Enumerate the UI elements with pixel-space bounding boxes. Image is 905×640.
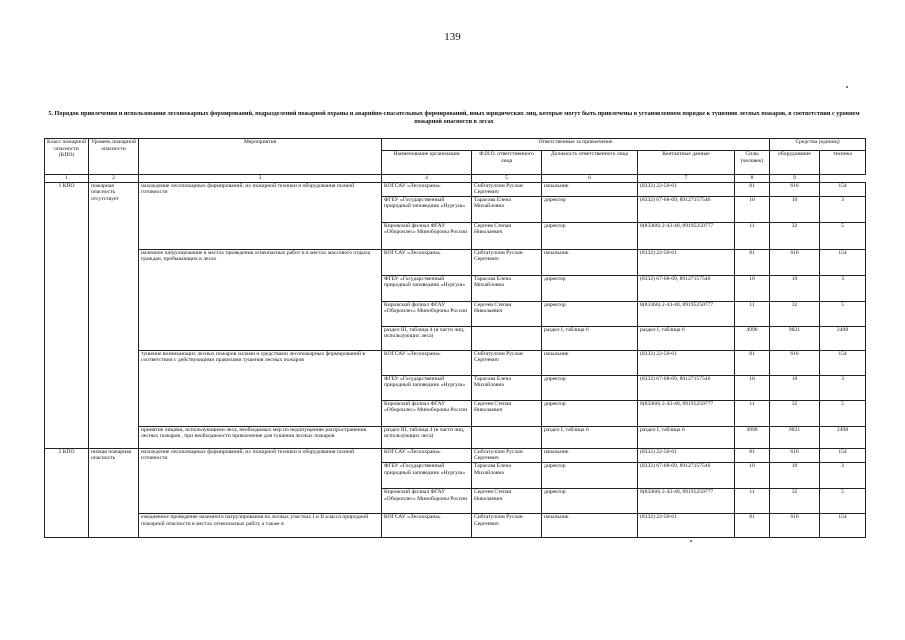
cell-equipment: 9821 — [770, 426, 820, 448]
cell-fio — [472, 426, 542, 448]
cell-fio: Сибгатуллин Руслан Сергеевич — [472, 249, 542, 275]
cell-forces: 4990 — [735, 426, 770, 448]
cell-position: директор — [542, 488, 638, 513]
cell-forces: 11 — [735, 488, 770, 513]
cell-machinery: 2498 — [820, 326, 866, 350]
cell-machinery: 154 — [820, 350, 866, 375]
cell-machinery: 2498 — [820, 426, 866, 448]
col-number: 4 — [382, 175, 472, 183]
cell-org: ФГБУ «Государственный природный заповедник «Нургуш» — [382, 462, 472, 488]
header-means: Средства (единиц) — [770, 139, 866, 151]
cell-fio: Сергеев Степан Николаевич — [472, 301, 542, 326]
cell-fio: Сибгатуллин Руслан Сергеевич — [472, 513, 542, 537]
cell-contacts: раздел I, таблица 6 — [638, 426, 735, 448]
cell-position: раздел I, таблица 6 — [542, 426, 638, 448]
cell-machinery: 3 — [820, 462, 866, 488]
cell-equipment: 9821 — [770, 326, 820, 350]
cell-org: ФГБУ «Государственный природный заповедник «Нургуш» — [382, 196, 472, 222]
cell-equipment: 10 — [770, 375, 820, 400]
cell-contacts: раздел I, таблица 6 — [638, 326, 735, 350]
cell-contacts: (8332) 22-50-61 — [638, 513, 735, 537]
cell-measure: тушение возникающих лесных пожаров силами и средствами лесопожарных формирований в соответствии с действующими правилами тушения лесных пожаров — [139, 350, 382, 426]
cell-contacts: (8332) 67-68-69, 89127157546 — [638, 196, 735, 222]
cell-contacts: (8332) 22-50-61 — [638, 182, 735, 196]
cell-equipment: 32 — [770, 400, 820, 426]
cell-fio — [472, 326, 542, 350]
table-row — [45, 426, 866, 448]
cell-measure: ежедневное проведение наземного патрулирования на лесных участках I и II класса природной пожарной опасности в местах огнеопасных работ, а также в — [139, 513, 382, 537]
header-contacts: Контактные данные — [638, 151, 735, 175]
cell-org: Кировский филиал ФГАУ «Оборонлес» Минобороны России — [382, 400, 472, 426]
cell-machinery: 3 — [820, 375, 866, 400]
cell-position: директор — [542, 301, 638, 326]
col-number: 8 — [735, 175, 770, 183]
header-machinery: техника — [820, 151, 866, 175]
cell-forces: 11 — [735, 400, 770, 426]
cell-org: ФГБУ «Государственный природный заповедник «Нургуш» — [382, 375, 472, 400]
cell-contacts: 8(83366) 2-43-40, 89195250777 — [638, 301, 735, 326]
scan-speck — [846, 86, 848, 88]
table-row — [45, 249, 866, 275]
cell-kpo: 1 КПО — [45, 182, 89, 448]
header-fio: Ф.И.О. ответственного лица — [472, 151, 542, 175]
cell-fio: Сибгатуллин Руслан Сергеевич — [472, 182, 542, 196]
cell-position: директор — [542, 222, 638, 249]
cell-level: пожарная опасность отсутствует — [89, 182, 139, 448]
cell-forces: 81 — [735, 182, 770, 196]
cell-fio: Сибгатуллин Руслан Сергеевич — [472, 448, 542, 462]
cell-org: раздел III, таблица 4 (в части лиц, использующих леса) — [382, 326, 472, 350]
fire-response-table — [44, 138, 866, 538]
cell-position: директор — [542, 275, 638, 301]
cell-machinery: 3 — [820, 196, 866, 222]
cell-position: директор — [542, 375, 638, 400]
cell-org: Кировский филиал ФГАУ «Оборонлес» Минобороны России — [382, 488, 472, 513]
section-heading: 5. Порядок привлечения и использования лесопожарных формирований, подразделений пожарной охраны и аварийно-спасательных формирований, иных юридических лиц, которые могут быть привлечены в установленном порядке к тушению лесных пожаров, в соответствии с уровнем пожарной опасности в лесах — [48, 110, 860, 125]
cell-measure: наземное патрулирование в местах проведения огнеопасных работ и в местах массового отдыха граждан, пребывающих в лесах — [139, 249, 382, 350]
cell-machinery: 5 — [820, 488, 866, 513]
cell-contacts: 8(83366) 2-43-40, 89195250777 — [638, 222, 735, 249]
cell-machinery: 5 — [820, 400, 866, 426]
header-responsible: Ответственные за привлечение — [382, 139, 770, 151]
cell-org: КОГСАУ «Лесоохрана» — [382, 350, 472, 375]
table-row — [45, 182, 866, 196]
header-forces: Силы (человек) — [735, 151, 770, 175]
cell-position: начальник — [542, 448, 638, 462]
cell-position: начальник — [542, 249, 638, 275]
cell-measure: нахождение лесопожарных формирований, их пожарной техники и оборудования полной готовности — [139, 182, 382, 249]
col-number: 3 — [139, 175, 382, 183]
cell-contacts: (8332) 22-50-61 — [638, 448, 735, 462]
cell-forces: 81 — [735, 513, 770, 537]
cell-fio: Тарасова Елена Михайловна — [472, 275, 542, 301]
cell-machinery: 154 — [820, 513, 866, 537]
col-number: 7 — [638, 175, 735, 183]
cell-org: Кировский филиал ФГАУ «Оборонлес» Минобороны России — [382, 301, 472, 326]
cell-org: Кировский филиал ФГАУ «Оборонлес» Минобороны России — [382, 222, 472, 249]
cell-position: директор — [542, 400, 638, 426]
cell-forces: 10 — [735, 462, 770, 488]
cell-measure: нахождение лесопожарных формирований, их пожарной техники и оборудования полной готовности — [139, 448, 382, 513]
cell-equipment: 32 — [770, 488, 820, 513]
cell-fio: Сибгатуллин Руслан Сергеевич — [472, 350, 542, 375]
col-number: 1 — [45, 175, 89, 183]
cell-forces: 81 — [735, 448, 770, 462]
table-row — [45, 448, 866, 462]
cell-forces: 10 — [735, 196, 770, 222]
cell-contacts: 8(83366) 2-43-40, 89195250777 — [638, 488, 735, 513]
cell-forces: 81 — [735, 249, 770, 275]
cell-equipment: 10 — [770, 196, 820, 222]
cell-machinery: 154 — [820, 182, 866, 196]
cell-org: КОГСАУ «Лесоохрана» — [382, 182, 472, 196]
cell-machinery: 3 — [820, 275, 866, 301]
cell-equipment: 616 — [770, 350, 820, 375]
cell-equipment: 10 — [770, 275, 820, 301]
cell-forces: 10 — [735, 275, 770, 301]
cell-org: раздел III, таблица 4 (в части лиц, использующих леса) — [382, 426, 472, 448]
cell-position: директор — [542, 196, 638, 222]
cell-forces: 11 — [735, 222, 770, 249]
header-org: Наименование организации — [382, 151, 472, 175]
header-measures: Мероприятия — [139, 139, 382, 175]
col-number: 6 — [542, 175, 638, 183]
cell-position: раздел I, таблица 6 — [542, 326, 638, 350]
cell-position: начальник — [542, 513, 638, 537]
col-number: 9 — [770, 175, 820, 183]
cell-forces: 81 — [735, 350, 770, 375]
cell-equipment: 616 — [770, 182, 820, 196]
cell-org: КОГСАУ «Лесоохрана» — [382, 249, 472, 275]
cell-forces: 11 — [735, 301, 770, 326]
cell-fio: Сергеев Степан Николаевич — [472, 400, 542, 426]
header-position: Должность ответственного лица — [542, 151, 638, 175]
cell-machinery: 5 — [820, 301, 866, 326]
cell-machinery: 5 — [820, 222, 866, 249]
cell-kpo: 2 КПО — [45, 448, 89, 537]
table-row — [45, 350, 866, 375]
col-number: 5 — [472, 175, 542, 183]
cell-position: начальник — [542, 182, 638, 196]
cell-forces: 4990 — [735, 326, 770, 350]
cell-fio: Сергеев Степан Николаевич — [472, 488, 542, 513]
cell-contacts: (8332) 22-50-61 — [638, 249, 735, 275]
cell-equipment: 32 — [770, 222, 820, 249]
cell-org: КОГСАУ «Лесоохрана» — [382, 448, 472, 462]
cell-contacts: (8332) 67-68-69, 89127157546 — [638, 462, 735, 488]
cell-forces: 10 — [735, 375, 770, 400]
table-row — [45, 513, 866, 537]
header-equipment: оборудование — [770, 151, 820, 175]
cell-contacts: (8332) 67-68-69, 89127157546 — [638, 275, 735, 301]
cell-position: директор — [542, 462, 638, 488]
cell-fio: Тарасова Елена Михайловна — [472, 462, 542, 488]
cell-fio: Тарасова Елена Михайловна — [472, 375, 542, 400]
cell-fio: Сергеев Степан Николаевич — [472, 222, 542, 249]
cell-position: начальник — [542, 350, 638, 375]
cell-org: КОГСАУ «Лесоохрана» — [382, 513, 472, 537]
cell-equipment: 616 — [770, 448, 820, 462]
cell-equipment: 616 — [770, 249, 820, 275]
cell-contacts: 8(83366) 2-43-40, 89195250777 — [638, 400, 735, 426]
page-number: 139 — [444, 31, 461, 43]
header-level: Уровень пожарной опасности — [89, 139, 139, 175]
cell-machinery: 154 — [820, 249, 866, 275]
header-kpo: Класс пожарной опасности (КПО) — [45, 139, 89, 175]
table-body — [45, 182, 866, 537]
cell-fio: Тарасова Елена Михайловна — [472, 196, 542, 222]
cell-equipment: 616 — [770, 513, 820, 537]
cell-equipment: 10 — [770, 462, 820, 488]
cell-measure: принятие лицами, использующими леса, необходимых мер по недопущению распространения лесных пожаров , при необходимости привлечение для тушения лесных пожаров — [139, 426, 382, 448]
scan-speck — [690, 540, 692, 542]
cell-contacts: (8332) 22-50-61 — [638, 350, 735, 375]
cell-equipment: 32 — [770, 301, 820, 326]
cell-contacts: (8332) 67-68-69, 89127157546 — [638, 375, 735, 400]
cell-org: ФГБУ «Государственный природный заповедник «Нургуш» — [382, 275, 472, 301]
col-number: 2 — [89, 175, 139, 183]
cell-machinery: 154 — [820, 448, 866, 462]
cell-level: низкая пожарная опасность — [89, 448, 139, 537]
